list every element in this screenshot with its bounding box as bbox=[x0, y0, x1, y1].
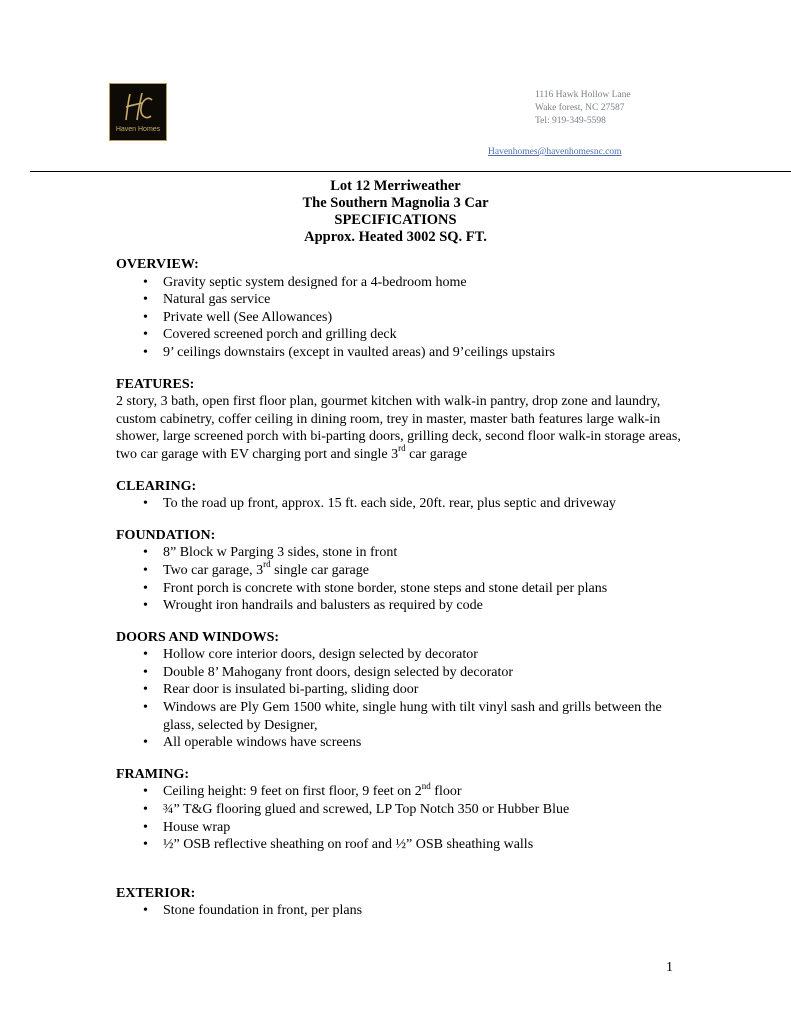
specifications-body bbox=[116, 256, 681, 934]
address-line-2: Wake forest, NC 27587 bbox=[535, 103, 625, 113]
list-item-text-tail: single car garage bbox=[270, 562, 369, 578]
list-item: • Gravity septic system designed for a 4-bedroom home bbox=[116, 274, 681, 292]
features-section bbox=[116, 376, 681, 464]
clearing-section bbox=[116, 478, 681, 513]
section-heading: EXTERIOR: bbox=[116, 885, 196, 901]
section-heading: OVERVIEW: bbox=[116, 257, 199, 272]
logo-text: Haven Homes bbox=[115, 126, 161, 133]
section-heading: FRAMING: bbox=[116, 766, 190, 782]
list-item: • ½” OSB reflective sheathing on roof and ½” OSB sheathing walls bbox=[116, 836, 681, 854]
phone-number: Tel: 919-349-5598 bbox=[535, 116, 606, 126]
list-item-text-tail: floor bbox=[430, 784, 462, 800]
page-number: 1 bbox=[666, 960, 673, 975]
list-item: • To the road up front, approx. 15 ft. each side, 20ft. rear, plus septic and driveway bbox=[116, 495, 681, 513]
superscript: nd bbox=[421, 780, 431, 791]
list-item: • Double 8’ Mahogany front doors, design selected by decorator bbox=[116, 664, 681, 682]
framing-list bbox=[116, 780, 681, 853]
list-item: • 9’ ceilings downstairs (except in vaulted areas) and 9’ceilings upstairs bbox=[116, 344, 681, 362]
doors-windows-list bbox=[116, 646, 681, 752]
features-text: 2 story, 3 bath, open first floor plan, gourmet kitchen with walk-in pantry, drop zone and laundry, custom cabinetry, coffer ceiling in dining room, trey in master, master bath features large walk-in shower, large screened porch with bi-parting doors, grilling deck, second floor walk-in storage areas, two car garage with EV charging port and single 3 bbox=[116, 394, 681, 462]
clearing-list bbox=[116, 495, 681, 513]
title-model: The Southern Magnolia 3 Car bbox=[302, 195, 489, 211]
list-item: • Private well (See Allowances) bbox=[116, 309, 681, 327]
title-square-feet: Approx. Heated 3002 SQ. FT. bbox=[304, 229, 487, 245]
features-paragraph bbox=[116, 393, 681, 463]
list-item-text: Ceiling height: 9 feet on first floor, 9 feet on 2 bbox=[163, 784, 422, 800]
superscript: rd bbox=[398, 443, 406, 454]
overview-section bbox=[116, 256, 681, 362]
list-item: • Hollow core interior doors, design selected by decorator bbox=[116, 646, 681, 664]
list-item: • 8” Block w Parging 3 sides, stone in front bbox=[116, 544, 681, 562]
haven-homes-logo bbox=[109, 83, 167, 141]
features-text-tail: car garage bbox=[405, 446, 468, 462]
list-item bbox=[116, 559, 681, 580]
list-item: • ¾” T&G flooring glued and screwed, LP Top Notch 350 or Hubber Blue bbox=[116, 801, 681, 819]
title-lot: Lot 12 Merriweather bbox=[330, 178, 461, 194]
list-item bbox=[116, 780, 681, 801]
exterior-section bbox=[116, 885, 681, 920]
overview-list bbox=[116, 274, 681, 362]
list-item: • Stone foundation in front, per plans bbox=[116, 902, 681, 920]
list-item: • Wrought iron handrails and balusters as required by code bbox=[116, 597, 681, 615]
list-item: • Windows are Ply Gem 1500 white, single hung with tilt vinyl sash and grills between the glass, selected by Designer, bbox=[116, 699, 681, 734]
list-item-text: Two car garage, 3 bbox=[163, 562, 264, 578]
list-item: • Natural gas service bbox=[116, 291, 681, 309]
list-item: • All operable windows have screens bbox=[116, 734, 681, 752]
section-heading: DOORS AND WINDOWS: bbox=[116, 629, 280, 645]
hc-monogram-icon bbox=[120, 90, 156, 124]
doors-windows-section bbox=[116, 629, 681, 752]
section-heading: FEATURES: bbox=[116, 376, 195, 392]
list-item: • Front porch is concrete with stone border, stone steps and stone detail per plans bbox=[116, 580, 681, 598]
framing-section bbox=[116, 766, 681, 854]
email-link[interactable]: Havenhomes@havenhomesnc.com bbox=[488, 147, 622, 157]
address-line-1: 1116 Hawk Hollow Lane bbox=[535, 90, 631, 100]
list-item: • House wrap bbox=[116, 819, 681, 837]
superscript: rd bbox=[263, 559, 271, 570]
header-divider bbox=[30, 171, 791, 172]
foundation-section bbox=[116, 527, 681, 615]
title-specifications: SPECIFICATIONS bbox=[334, 212, 457, 228]
section-heading: CLEARING: bbox=[116, 478, 197, 494]
list-item: • Rear door is insulated bi-parting, sliding door bbox=[116, 681, 681, 699]
document-title bbox=[0, 178, 791, 246]
list-item: • Covered screened porch and grilling deck bbox=[116, 326, 681, 344]
section-heading: FOUNDATION: bbox=[116, 527, 216, 543]
exterior-list bbox=[116, 902, 681, 920]
company-address bbox=[535, 89, 631, 128]
foundation-list bbox=[116, 544, 681, 614]
